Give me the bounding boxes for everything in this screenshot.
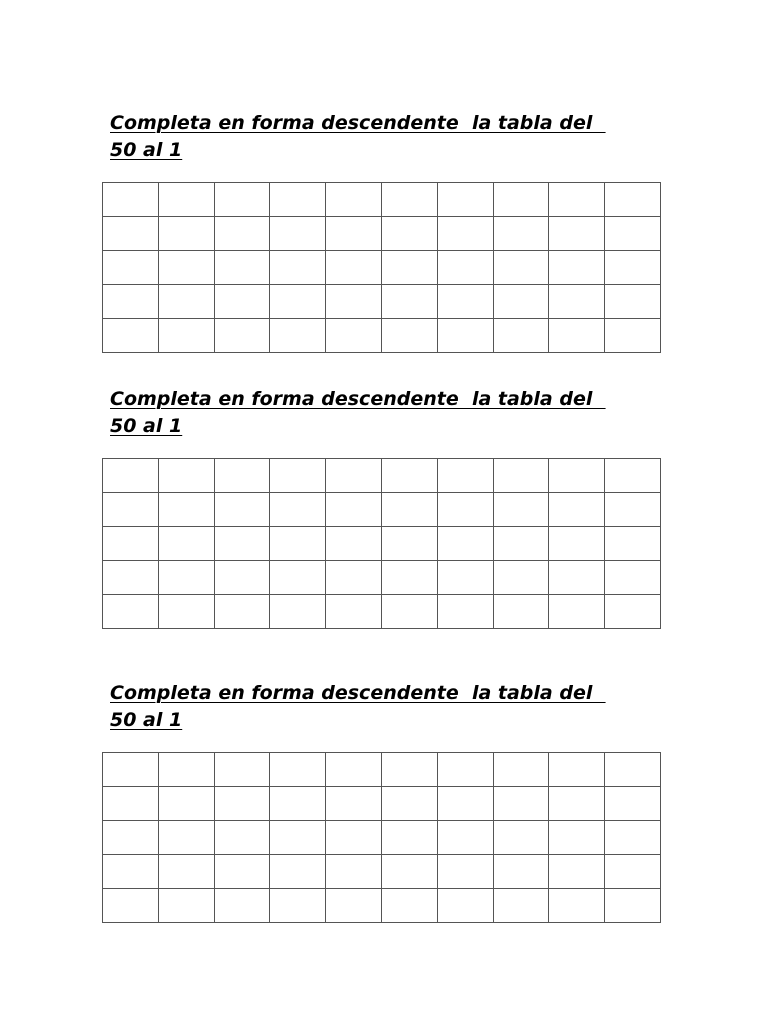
grid-cell[interactable] bbox=[437, 787, 493, 821]
grid-cell[interactable] bbox=[270, 217, 326, 251]
grid-cell[interactable] bbox=[381, 285, 437, 319]
grid-cell[interactable] bbox=[549, 855, 605, 889]
grid-cell[interactable] bbox=[158, 251, 214, 285]
grid-cell[interactable] bbox=[103, 493, 159, 527]
exercise-title-line-1: Completa en forma descendente la tabla del bbox=[110, 388, 606, 410]
grid-cell[interactable] bbox=[381, 217, 437, 251]
grid-cell[interactable] bbox=[158, 855, 214, 889]
grid-cell[interactable] bbox=[605, 183, 661, 217]
grid-cell[interactable] bbox=[214, 285, 270, 319]
answer-grid-2 bbox=[102, 458, 661, 629]
grid-row bbox=[103, 217, 661, 251]
grid-cell[interactable] bbox=[437, 821, 493, 855]
grid-cell[interactable] bbox=[326, 459, 382, 493]
exercise-title-3 bbox=[110, 680, 650, 734]
exercise-title-line-1: Completa en forma descendente la tabla del bbox=[110, 112, 606, 134]
exercise-title-line-2: 50 al 1 bbox=[110, 139, 183, 161]
grid-cell[interactable] bbox=[605, 595, 661, 629]
grid-cell[interactable] bbox=[381, 251, 437, 285]
grid-cell[interactable] bbox=[493, 493, 549, 527]
grid-cell[interactable] bbox=[549, 459, 605, 493]
grid-cell[interactable] bbox=[326, 285, 382, 319]
grid-cell[interactable] bbox=[381, 493, 437, 527]
grid-cell[interactable] bbox=[493, 595, 549, 629]
grid-cell[interactable] bbox=[214, 217, 270, 251]
grid-cell[interactable] bbox=[326, 855, 382, 889]
grid-cell[interactable] bbox=[270, 183, 326, 217]
grid-cell[interactable] bbox=[437, 753, 493, 787]
grid-cell[interactable] bbox=[493, 459, 549, 493]
grid-cell[interactable] bbox=[493, 285, 549, 319]
grid-row bbox=[103, 493, 661, 527]
grid-cell[interactable] bbox=[158, 821, 214, 855]
grid-cell[interactable] bbox=[493, 251, 549, 285]
grid-cell[interactable] bbox=[381, 787, 437, 821]
grid-cell[interactable] bbox=[605, 459, 661, 493]
grid-cell[interactable] bbox=[605, 527, 661, 561]
grid-cell[interactable] bbox=[214, 251, 270, 285]
grid-cell[interactable] bbox=[381, 319, 437, 353]
grid-row bbox=[103, 561, 661, 595]
grid-cell[interactable] bbox=[270, 493, 326, 527]
grid-row bbox=[103, 251, 661, 285]
grid-cell[interactable] bbox=[549, 319, 605, 353]
grid-cell[interactable] bbox=[158, 183, 214, 217]
grid-cell[interactable] bbox=[605, 319, 661, 353]
grid-cell[interactable] bbox=[437, 251, 493, 285]
grid-cell[interactable] bbox=[270, 251, 326, 285]
grid-cell[interactable] bbox=[270, 285, 326, 319]
grid-cell[interactable] bbox=[326, 217, 382, 251]
grid-cell[interactable] bbox=[270, 319, 326, 353]
grid-cell[interactable] bbox=[381, 183, 437, 217]
grid-cell[interactable] bbox=[437, 319, 493, 353]
grid-cell[interactable] bbox=[493, 855, 549, 889]
grid-cell[interactable] bbox=[270, 459, 326, 493]
grid-cell[interactable] bbox=[605, 561, 661, 595]
grid-cell[interactable] bbox=[270, 889, 326, 923]
grid-cell[interactable] bbox=[326, 527, 382, 561]
grid-cell[interactable] bbox=[381, 459, 437, 493]
grid-cell[interactable] bbox=[437, 183, 493, 217]
grid-cell[interactable] bbox=[158, 753, 214, 787]
grid-cell[interactable] bbox=[214, 595, 270, 629]
grid-cell[interactable] bbox=[493, 889, 549, 923]
grid-cell[interactable] bbox=[103, 595, 159, 629]
grid-cell[interactable] bbox=[214, 319, 270, 353]
grid-cell[interactable] bbox=[326, 753, 382, 787]
grid-cell[interactable] bbox=[214, 561, 270, 595]
grid-cell[interactable] bbox=[103, 527, 159, 561]
grid-cell[interactable] bbox=[158, 493, 214, 527]
grid-cell[interactable] bbox=[605, 285, 661, 319]
grid-cell[interactable] bbox=[381, 855, 437, 889]
grid-cell[interactable] bbox=[214, 889, 270, 923]
grid-cell[interactable] bbox=[103, 787, 159, 821]
grid-cell[interactable] bbox=[326, 787, 382, 821]
grid-cell[interactable] bbox=[381, 889, 437, 923]
grid-row bbox=[103, 319, 661, 353]
grid-cell[interactable] bbox=[493, 319, 549, 353]
grid-row bbox=[103, 753, 661, 787]
grid-cell[interactable] bbox=[605, 753, 661, 787]
grid-row bbox=[103, 527, 661, 561]
grid-cell[interactable] bbox=[214, 459, 270, 493]
exercise-title-line-2: 50 al 1 bbox=[110, 415, 183, 437]
grid-cell[interactable] bbox=[326, 493, 382, 527]
grid-cell[interactable] bbox=[158, 285, 214, 319]
answer-grid-1 bbox=[102, 182, 661, 353]
grid-cell[interactable] bbox=[326, 821, 382, 855]
grid-cell[interactable] bbox=[437, 493, 493, 527]
grid-cell[interactable] bbox=[605, 855, 661, 889]
grid-cell[interactable] bbox=[103, 251, 159, 285]
grid-cell[interactable] bbox=[437, 527, 493, 561]
grid-cell[interactable] bbox=[103, 561, 159, 595]
grid-cell[interactable] bbox=[326, 251, 382, 285]
grid-row bbox=[103, 787, 661, 821]
grid-cell[interactable] bbox=[326, 561, 382, 595]
grid-cell[interactable] bbox=[549, 821, 605, 855]
grid-cell[interactable] bbox=[103, 753, 159, 787]
grid-cell[interactable] bbox=[437, 855, 493, 889]
grid-cell[interactable] bbox=[549, 217, 605, 251]
exercise-title-2 bbox=[110, 386, 650, 440]
grid-cell[interactable] bbox=[158, 561, 214, 595]
grid-cell[interactable] bbox=[158, 319, 214, 353]
grid-cell[interactable] bbox=[493, 787, 549, 821]
grid-cell[interactable] bbox=[381, 561, 437, 595]
grid-cell[interactable] bbox=[270, 753, 326, 787]
grid-cell[interactable] bbox=[437, 889, 493, 923]
grid-cell[interactable] bbox=[437, 217, 493, 251]
grid-cell[interactable] bbox=[270, 855, 326, 889]
grid-cell[interactable] bbox=[214, 821, 270, 855]
grid-cell[interactable] bbox=[381, 821, 437, 855]
exercise-title-line-1: Completa en forma descendente la tabla del bbox=[110, 682, 606, 704]
grid-cell[interactable] bbox=[270, 527, 326, 561]
grid-cell[interactable] bbox=[103, 889, 159, 923]
grid-cell[interactable] bbox=[605, 493, 661, 527]
grid-cell[interactable] bbox=[493, 217, 549, 251]
grid-cell[interactable] bbox=[493, 753, 549, 787]
grid-cell[interactable] bbox=[605, 251, 661, 285]
grid-cell[interactable] bbox=[103, 459, 159, 493]
grid-row bbox=[103, 285, 661, 319]
grid-cell[interactable] bbox=[549, 183, 605, 217]
grid-row bbox=[103, 821, 661, 855]
grid-cell[interactable] bbox=[381, 527, 437, 561]
exercise-title-line-2: 50 al 1 bbox=[110, 709, 183, 731]
grid-cell[interactable] bbox=[549, 527, 605, 561]
grid-cell[interactable] bbox=[437, 561, 493, 595]
grid-cell[interactable] bbox=[103, 285, 159, 319]
grid-cell[interactable] bbox=[381, 595, 437, 629]
grid-cell[interactable] bbox=[605, 217, 661, 251]
grid-cell[interactable] bbox=[549, 561, 605, 595]
grid-cell[interactable] bbox=[326, 889, 382, 923]
grid-cell[interactable] bbox=[103, 855, 159, 889]
grid-row bbox=[103, 889, 661, 923]
grid-cell[interactable] bbox=[549, 595, 605, 629]
grid-cell[interactable] bbox=[549, 787, 605, 821]
grid-cell[interactable] bbox=[549, 285, 605, 319]
grid-cell[interactable] bbox=[214, 855, 270, 889]
grid-cell[interactable] bbox=[381, 753, 437, 787]
grid-cell[interactable] bbox=[214, 493, 270, 527]
grid-cell[interactable] bbox=[493, 561, 549, 595]
grid-cell[interactable] bbox=[326, 595, 382, 629]
grid-cell[interactable] bbox=[493, 821, 549, 855]
grid-cell[interactable] bbox=[214, 753, 270, 787]
grid-cell[interactable] bbox=[437, 595, 493, 629]
grid-cell[interactable] bbox=[158, 217, 214, 251]
grid-cell[interactable] bbox=[103, 183, 159, 217]
grid-cell[interactable] bbox=[270, 561, 326, 595]
grid-cell[interactable] bbox=[437, 285, 493, 319]
grid-cell[interactable] bbox=[326, 319, 382, 353]
grid-cell[interactable] bbox=[158, 787, 214, 821]
grid-cell[interactable] bbox=[605, 821, 661, 855]
grid-cell[interactable] bbox=[549, 493, 605, 527]
grid-cell[interactable] bbox=[103, 319, 159, 353]
answer-grid-3 bbox=[102, 752, 661, 923]
grid-cell[interactable] bbox=[103, 821, 159, 855]
grid-row bbox=[103, 595, 661, 629]
grid-cell[interactable] bbox=[158, 459, 214, 493]
grid-cell[interactable] bbox=[214, 787, 270, 821]
grid-cell[interactable] bbox=[493, 527, 549, 561]
grid-cell[interactable] bbox=[270, 821, 326, 855]
grid-cell[interactable] bbox=[103, 217, 159, 251]
grid-cell[interactable] bbox=[158, 595, 214, 629]
grid-cell[interactable] bbox=[158, 527, 214, 561]
grid-cell[interactable] bbox=[437, 459, 493, 493]
grid-cell[interactable] bbox=[493, 183, 549, 217]
grid-cell[interactable] bbox=[549, 753, 605, 787]
grid-cell[interactable] bbox=[270, 787, 326, 821]
grid-row bbox=[103, 183, 661, 217]
grid-cell[interactable] bbox=[605, 889, 661, 923]
grid-cell[interactable] bbox=[158, 889, 214, 923]
grid-row bbox=[103, 855, 661, 889]
grid-row bbox=[103, 459, 661, 493]
grid-cell[interactable] bbox=[549, 889, 605, 923]
grid-cell[interactable] bbox=[326, 183, 382, 217]
grid-cell[interactable] bbox=[214, 527, 270, 561]
grid-cell[interactable] bbox=[605, 787, 661, 821]
exercise-title-1 bbox=[110, 110, 650, 164]
grid-cell[interactable] bbox=[270, 595, 326, 629]
grid-cell[interactable] bbox=[214, 183, 270, 217]
grid-cell[interactable] bbox=[549, 251, 605, 285]
